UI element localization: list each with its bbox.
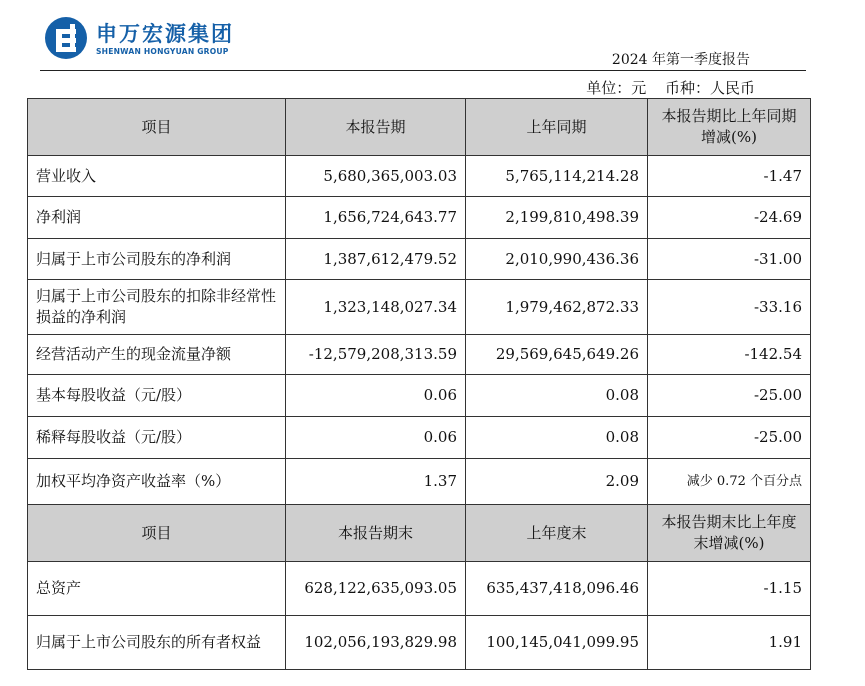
table-row [28, 562, 811, 616]
logo-name-en: SHENWAN HONGYUAN GROUP [96, 47, 229, 56]
row-change: 减少 0.72 个百分点 [648, 459, 811, 505]
row-change: -1.15 [648, 562, 811, 616]
row-item: 经营活动产生的现金流量净额 [28, 335, 286, 375]
header-change: 本报告期末比上年度末增减(%) [648, 505, 811, 562]
row-item: 基本每股收益（元/股） [28, 375, 286, 417]
row-item: 归属于上市公司股东的所有者权益 [28, 616, 286, 670]
row-change: -33.16 [648, 280, 811, 335]
row-prior: 2.09 [466, 459, 648, 505]
table-row [28, 375, 811, 417]
shenwan-logo-icon [44, 16, 88, 60]
table1-header-row [28, 99, 811, 156]
logo-name-cn: 申万宏源集团 [96, 22, 234, 46]
row-current: -12,579,208,313.59 [286, 335, 466, 375]
header-prior-period: 上年同期 [466, 99, 648, 156]
row-current: 628,122,635,093.05 [286, 562, 466, 616]
financial-data-table [27, 98, 811, 670]
company-logo [44, 14, 244, 62]
row-item: 总资产 [28, 562, 286, 616]
row-current: 5,680,365,003.03 [286, 156, 466, 197]
row-current: 0.06 [286, 417, 466, 459]
table-row [28, 417, 811, 459]
header-prior-year-end: 上年度末 [466, 505, 648, 562]
currency-label: 币种：人民币 [664, 79, 755, 97]
row-change: -31.00 [648, 239, 811, 280]
row-current: 102,056,193,829.98 [286, 616, 466, 670]
row-item: 稀释每股收益（元/股） [28, 417, 286, 459]
row-change: 1.91 [648, 616, 811, 670]
row-prior: 2,199,810,498.39 [466, 197, 648, 239]
row-current: 0.06 [286, 375, 466, 417]
row-change: -24.69 [648, 197, 811, 239]
row-prior: 0.08 [466, 375, 648, 417]
row-current: 1,323,148,027.34 [286, 280, 466, 335]
table-row [28, 156, 811, 197]
row-prior: 2,010,990,436.36 [466, 239, 648, 280]
row-prior: 0.08 [466, 417, 648, 459]
header-divider [40, 70, 806, 71]
row-change: -25.00 [648, 375, 811, 417]
row-item: 归属于上市公司股东的净利润 [28, 239, 286, 280]
header-item: 项目 [28, 505, 286, 562]
header-current-period: 本报告期 [286, 99, 466, 156]
row-current: 1,387,612,479.52 [286, 239, 466, 280]
row-item: 净利润 [28, 197, 286, 239]
table-row [28, 335, 811, 375]
row-change: -25.00 [648, 417, 811, 459]
report-title: 2024 年第一季度报告 [611, 52, 750, 68]
row-item: 加权平均净资产收益率（%） [28, 459, 286, 505]
row-item: 营业收入 [28, 156, 286, 197]
header-change: 本报告期比上年同期增减(%) [648, 99, 811, 156]
row-current: 1.37 [286, 459, 466, 505]
row-prior: 100,145,041,099.95 [466, 616, 648, 670]
row-prior: 5,765,114,214.28 [466, 156, 648, 197]
row-change: -1.47 [648, 156, 811, 197]
table-row [28, 197, 811, 239]
table2-header-row [28, 505, 811, 562]
row-current: 1,656,724,643.77 [286, 197, 466, 239]
row-prior: 29,569,645,649.26 [466, 335, 648, 375]
unit-label: 单位：元 [586, 79, 647, 97]
row-change: -142.54 [648, 335, 811, 375]
unit-currency-line [586, 77, 755, 98]
header-period-end: 本报告期末 [286, 505, 466, 562]
header-item: 项目 [28, 99, 286, 156]
table-row [28, 239, 811, 280]
table-row [28, 459, 811, 505]
row-prior: 635,437,418,096.46 [466, 562, 648, 616]
row-prior: 1,979,462,872.33 [466, 280, 648, 335]
table-row [28, 280, 811, 335]
row-item: 归属于上市公司股东的扣除非经常性损益的净利润 [28, 280, 286, 335]
table-row [28, 616, 811, 670]
